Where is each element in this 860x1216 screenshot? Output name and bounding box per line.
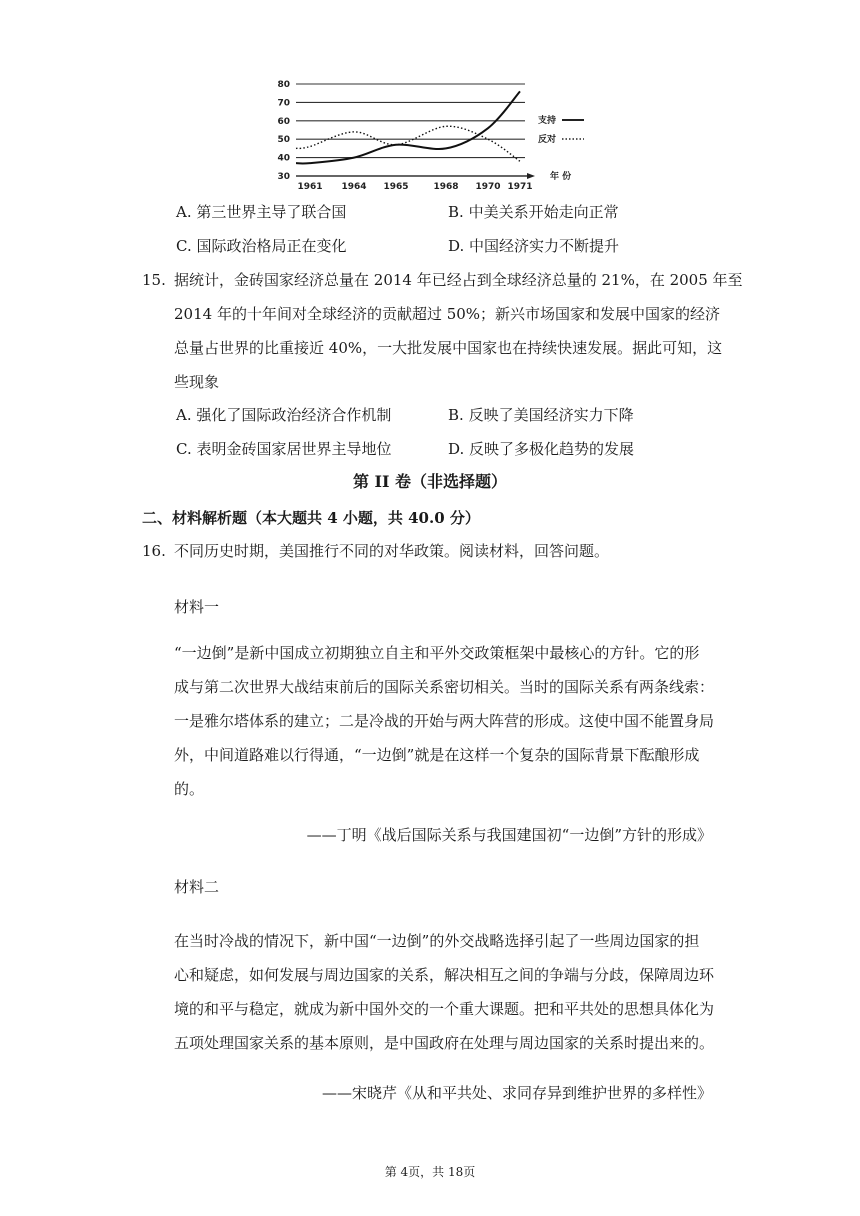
y-tick-label: 80 [277, 80, 290, 90]
material2-label: 材料二 [174, 878, 220, 896]
x-tick-label: 1970 [475, 182, 501, 192]
x-tick-label: 1971 [507, 182, 533, 192]
x-tick-label: 1961 [297, 182, 323, 192]
material2-line-3: 境的和平与稳定，就成为新中国外交的一个重大课题。把和平共处的思想具体化为 [174, 1000, 715, 1018]
material2-line-4: 五项处理国家关系的基本原则，是中国政府在处理与周边国家的关系时提出来的。 [174, 1034, 715, 1052]
x-tick-label: 1968 [433, 182, 459, 192]
page-footer: 第 4页，共 18页 [384, 1165, 476, 1179]
y-axis-ticks [277, 80, 290, 182]
y-tick-label: 40 [277, 153, 290, 164]
section2-heading: 二、材料解析题（本大题共 4 小题，共 40.0 分） [142, 509, 480, 527]
legend-support-label: 支持 [538, 116, 557, 126]
q15-line-4: 些现象 [174, 373, 220, 391]
series-line-oppose [296, 126, 520, 161]
q16-number: 16. [142, 542, 166, 560]
chart-gridlines [296, 84, 535, 179]
x-axis-label: 年 份 [550, 172, 572, 182]
material2-line-1: 在当时冷战的情况下，新中国“一边倒”的外交战略选择引起了一些周边国家的担 [174, 932, 700, 950]
material2-line-2: 心和疑虑，如何发展与周边国家的关系，解决相互之间的争端与分歧，保障周边环 [174, 966, 715, 984]
x-axis-ticks [297, 182, 532, 192]
y-tick-label: 60 [277, 116, 290, 127]
q16-intro: 不同历史时期，美国推行不同的对华政策。阅读材料，回答问题。 [174, 542, 610, 560]
q14-option-b: B. 中美关系开始走向正常 [448, 203, 619, 221]
q15-line-3: 总量占世界的比重接近 40%，一大批发展中国家也在持续快速发展。据此可知，这 [174, 339, 723, 357]
y-tick-label: 50 [277, 135, 290, 146]
q15-option-a: A. 强化了国际政治经济合作机制 [176, 406, 392, 424]
q15-line-1: 据统计，金砖国家经济总量在 2014 年已经占到全球经济总量的 21%，在 2005 年至 [174, 271, 743, 289]
q14-option-d: D. 中国经济实力不断提升 [448, 237, 620, 255]
material1-line-4: 外，中间道路难以行得通，“一边倒”就是在这样一个复杂的国际背景下酝酿形成 [174, 746, 700, 764]
material1-label: 材料一 [174, 598, 220, 616]
material1-line-5: 的。 [174, 780, 205, 798]
line-chart [270, 72, 600, 192]
q15-option-c: C. 表明金砖国家居世界主导地位 [176, 440, 392, 458]
q15-option-d: D. 反映了多极化趋势的发展 [448, 440, 635, 458]
y-tick-label: 30 [277, 172, 290, 182]
material1-line-1: “一边倒”是新中国成立初期独立自主和平外交政策框架中最核心的方针。它的形 [174, 644, 700, 662]
q15-option-b: B. 反映了美国经济实力下降 [448, 406, 634, 424]
x-tick-label: 1964 [341, 182, 367, 192]
material1-source: ——丁明《战后国际关系与我国建国初“一边倒”方针的形成》 [306, 826, 712, 844]
legend [538, 114, 584, 145]
material1-line-2: 成与第二次世界大战结束前后的国际关系密切相关。当时的国际关系有两条线索： [174, 678, 715, 696]
q15-number: 15. [142, 271, 166, 289]
material2-source: ——宋晓芹《从和平共处、求同存异到维护世界的多样性》 [321, 1084, 712, 1102]
q15-line-2: 2014 年的十年间对全球经济的贡献超过 50%；新兴市场国家和发展中国家的经济 [174, 305, 721, 323]
material1-line-3: 一是雅尔塔体系的建立；二是冷战的开始与两大阵营的形成。这使中国不能置身局 [174, 712, 715, 730]
part2-title: 第 II 卷（非选择题） [352, 472, 508, 491]
q14-option-c: C. 国际政治格局正在变化 [176, 237, 347, 255]
y-tick-label: 70 [277, 98, 290, 109]
q14-option-a: A. 第三世界主导了联合国 [176, 203, 347, 221]
x-tick-label: 1965 [383, 182, 409, 192]
legend-oppose-label: 反对 [538, 135, 557, 145]
